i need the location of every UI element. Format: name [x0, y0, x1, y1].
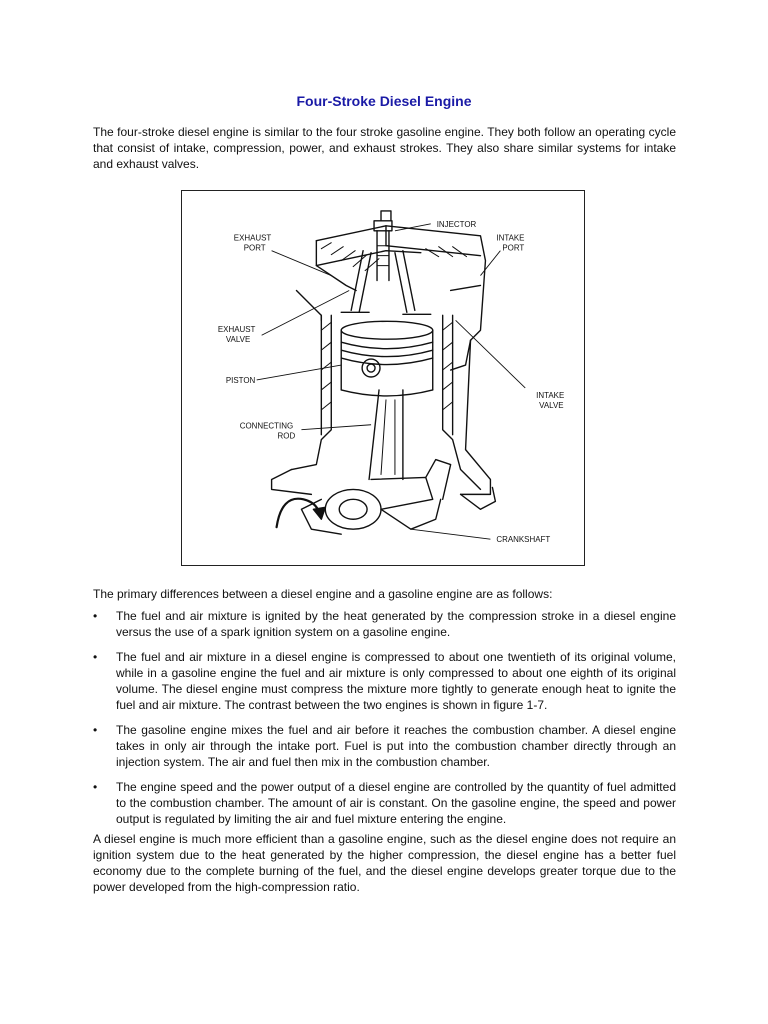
label-exhaust-port-1: EXHAUST [233, 233, 272, 243]
label-connecting-rod-1: CONNECTING [239, 421, 294, 431]
label-intake-valve-2: VALVE [539, 400, 564, 410]
label-intake-port-1: INTAKE [496, 233, 525, 243]
label-intake-port-2: PORT [502, 243, 525, 253]
list-item-text: The fuel and air mixture is ignited by the heat generated by the compression stroke in a diesel engine versus the use of a spark ignition system on a gasoline engine. [116, 609, 676, 639]
label-exhaust-port-2: PORT [243, 243, 266, 253]
list-item [93, 649, 676, 713]
label-piston: PISTON [225, 375, 256, 385]
bullet-marker: • [93, 723, 98, 737]
bullet-marker: • [93, 780, 98, 794]
intro-paragraph: The four-stroke diesel engine is similar to the four stroke gasoline engine. They both follow an operating cycle that consist of intake, compression, power, and exhaust strokes. They also share similar systems for intake and exhaust valves. [93, 125, 676, 171]
list-item-text: The fuel and air mixture in a diesel engine is compressed to about one twentieth of its original volume, while in a gasoline engine the fuel and air mixture is only compressed to about one eighth of its original volume. The diesel engine must compress the mixture more tightly to generate enough heat to ignite the fuel and air mixture. The contrast between the two engines is shown in figure 1-7. [116, 650, 676, 712]
label-intake-valve-1: INTAKE [536, 390, 565, 400]
differences-list [93, 608, 676, 836]
engine-illustration [182, 191, 584, 565]
differences-lead: The primary differences between a diesel engine and a gasoline engine are as follows: [93, 587, 553, 601]
label-injector: INJECTOR [436, 219, 477, 229]
list-item-text: The engine speed and the power output of a diesel engine are controlled by the quantity of fuel admitted to the combustion chamber. The amount of air is constant. On the gasoline engine, the speed and power output is regulated by limiting the air and fuel mixture entering the engine. [116, 780, 676, 826]
label-exhaust-valve-2: VALVE [225, 335, 251, 345]
label-crankshaft: CRANKSHAFT [496, 535, 551, 545]
list-item [93, 608, 676, 640]
list-item [93, 722, 676, 770]
label-exhaust-valve-1: EXHAUST [217, 325, 256, 335]
bullet-marker: • [93, 609, 98, 623]
list-item-text: The gasoline engine mixes the fuel and air before it reaches the combustion chamber. A diesel engine takes in only air through the intake port. Fuel is put into the combustion chamber directly through an injection system. The air and fuel then mix in the combustion chamber. [116, 723, 676, 769]
label-connecting-rod-2: ROD [277, 431, 296, 441]
engine-diagram [181, 190, 585, 566]
page-title: Four-Stroke Diesel Engine [296, 93, 472, 109]
bullet-marker: • [93, 650, 98, 664]
list-item [93, 779, 676, 827]
efficiency-paragraph: A diesel engine is much more efficient than a gasoline engine, such as the diesel engine does not require an ignition system due to the heat generated by the higher compression, the diesel engine has a better fuel economy due to the complete burning of the fuel, and the diesel engine develops greater torque due to the power developed from the high-compression ratio. [93, 832, 676, 894]
